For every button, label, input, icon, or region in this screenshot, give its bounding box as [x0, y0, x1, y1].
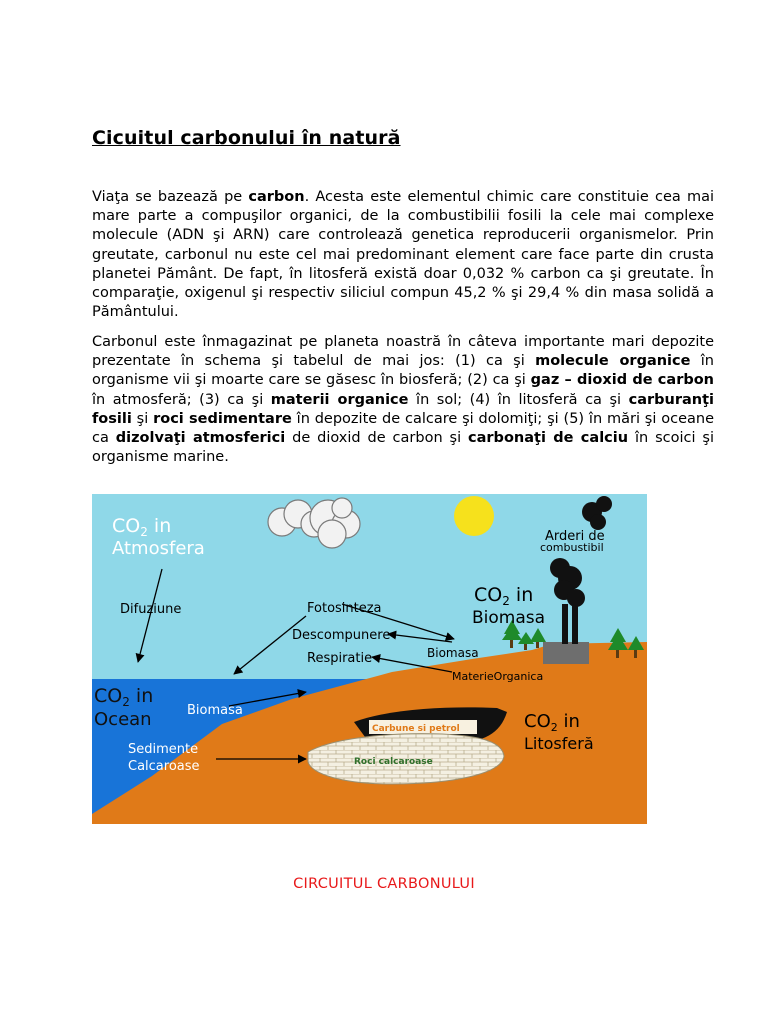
- combustibil-label: combustibil: [540, 541, 604, 554]
- text-run: în organisme vii şi moarte care se găsesc în biosferă; (2) ca şi: [92, 353, 714, 389]
- respiratie-label: Respiratie: [307, 651, 373, 666]
- text-run: în scoici şi organisme marine.: [92, 430, 715, 466]
- bold-term: dizolvaţi atmosferici: [115, 430, 286, 447]
- text-run: în depozite de calcare şi dolomiţi; şi (5) în mări şi oceane ca: [92, 410, 714, 447]
- co2-biomass-label-line2: Biomasa: [472, 608, 546, 628]
- text-run: Viaţa se bazează pe: [92, 189, 249, 205]
- figure-caption: CIRCUITUL CARBONULUI: [293, 876, 475, 892]
- intro-paragraph: [92, 188, 714, 322]
- difuziune-label: Difuziune: [120, 602, 182, 617]
- bold-term: carbon: [248, 189, 305, 205]
- descompunere-label: Descompunere: [292, 628, 391, 643]
- bold-term: roci sedimentare: [153, 410, 292, 427]
- text-run: de dioxid de carbon şi: [285, 430, 469, 447]
- fotosinteza-label: Fotosinteza: [307, 601, 382, 616]
- materie-organica-label: MaterieOrganica: [452, 670, 544, 683]
- sedimente-label: Sedimente: [128, 742, 199, 757]
- bold-term: materii organice: [270, 391, 409, 408]
- co2-lithosphere-label-line2: Litosferă: [524, 734, 594, 753]
- bold-term: gaz – dioxid de carbon: [530, 372, 715, 389]
- text-run: în sol; (4) în litosferă ca şi: [408, 391, 629, 408]
- reservoirs-paragraph: [92, 333, 714, 467]
- bold-term: carburanţi fosili: [92, 391, 714, 427]
- text-run: . Acesta este elementul chimic care constituie cea mai mare parte a compuşilor organici, de la combustibilii fosili la cele mai complexe molecule (ADN şi ARN) care controlează genetica reproducerii organismelor. Prin greutate, carbonul nu este cel mai predominant element care face parte din crusta planetei Pământ. De fapt, în litosferă există doar 0,032 % carbon ca şi greutate. În comparaţie, oxigenul şi respectiv siliciul compun 45,2 % şi 29,4 % din masa solidă a Pământului.: [92, 189, 714, 321]
- sun-icon: [454, 496, 494, 536]
- co2-ocean-label: $CO_2$ in: [94, 685, 154, 709]
- co2-biomass-label: $CO_2$ in: [474, 584, 534, 608]
- bold-term: molecule organice: [535, 353, 691, 370]
- bold-term: carbonaţi de calciu: [468, 430, 629, 447]
- co2-atmosphere-label-line2: Atmosfera: [112, 538, 205, 559]
- coal-oil-label: Carbune si petrol: [372, 724, 460, 734]
- co2-lithosphere-label: $CO_2$ in: [524, 711, 580, 734]
- page-title: Cicuitul carbonului în natură: [92, 127, 401, 149]
- arderi-label: Arderi de: [545, 529, 605, 544]
- biomasa-ocean-label: Biomasa: [187, 703, 243, 718]
- co2-atmosphere-label: $CO_2$ in: [112, 515, 172, 539]
- text-run: şi: [131, 410, 154, 427]
- text-run: Carbonul este înmagazinat pe planeta noastră în câteva importante mari depozite prezentate în schema şi tabelul de mai jos: (1) ca şi: [92, 334, 714, 370]
- text-run: în atmosferă; (3) ca şi: [92, 391, 271, 408]
- co2-ocean-label-line2: Ocean: [94, 709, 152, 730]
- calcaroase-label: Calcaroase: [128, 759, 200, 774]
- limestone-label: Roci calcaroase: [354, 757, 433, 767]
- carbon-cycle-diagram: [92, 494, 647, 824]
- biomasa-land-label: Biomasa: [427, 646, 479, 660]
